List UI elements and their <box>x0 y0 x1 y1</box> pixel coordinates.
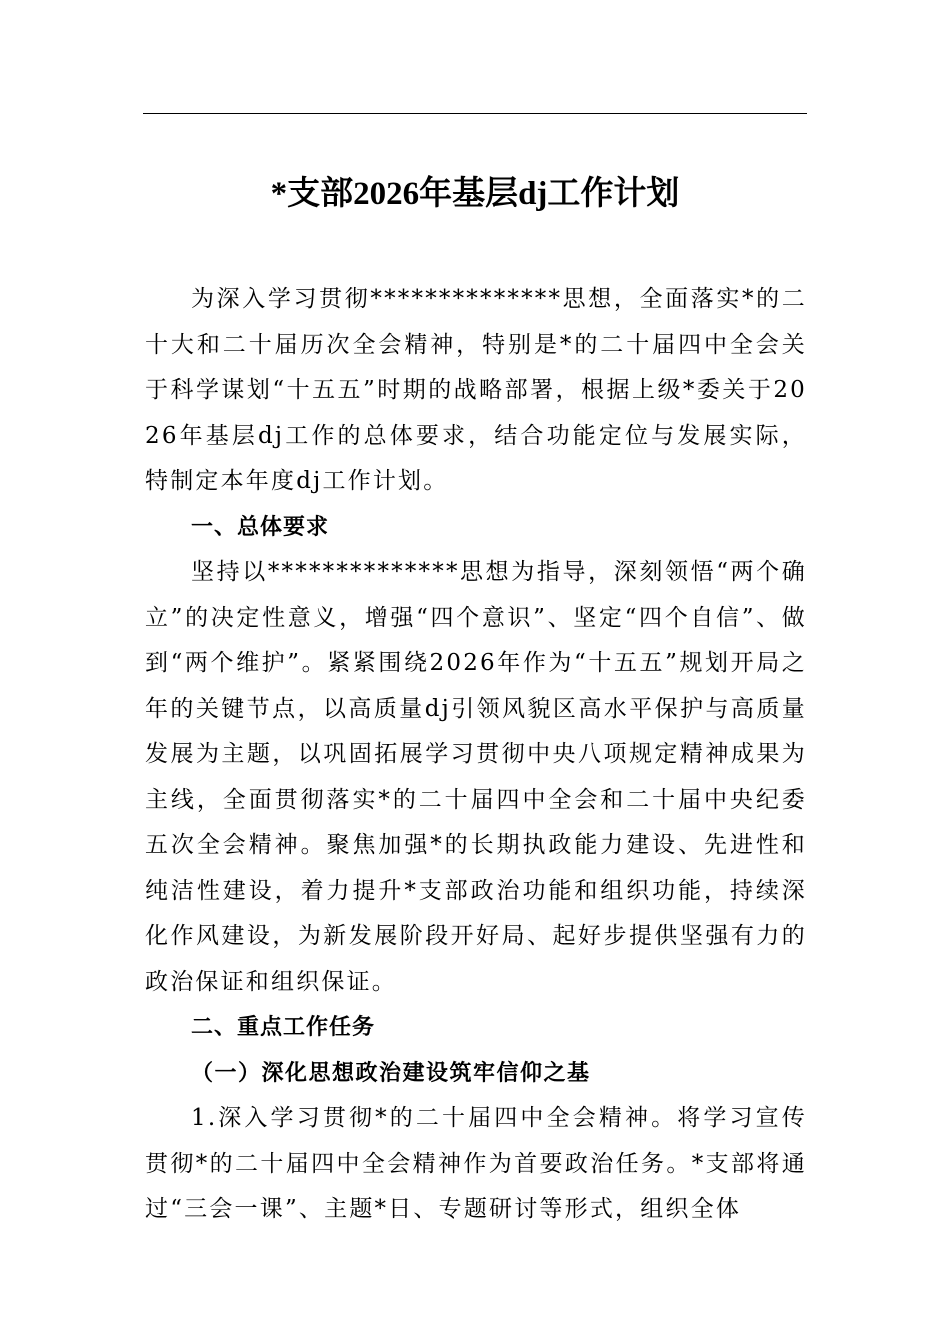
document-body <box>145 277 807 1233</box>
section-heading-key-tasks: 二、重点工作任务 <box>191 1015 376 1040</box>
subsection-heading-ideological-building: （一）深化思想政治建设筑牢信仰之基 <box>191 1059 591 1086</box>
task-item-1-paragraph: 1.深入学习贯彻*的二十届四中全会精神。将学习宣传贯彻*的二十届四中全会精神作为首要政治任务。*支部将通过“三会一课”、主题*日、专题研讨等形式，组织全体 <box>145 1105 807 1222</box>
intro-paragraph: 为深入学习贯彻**************思想，全面落实*的二十大和二十届历次全会精神，特别是*的二十届四中全会关于科学谋划“十五五”时期的战略部署，根据上级*委关于2026年基层dj工作的总体要求，结合功能定位与发展实际，特制定本年度dj工作计划。 <box>145 286 807 494</box>
general-requirements-paragraph: 坚持以**************思想为指导，深刻领悟“两个确立”的决定性意义，增强“四个意识”、坚定“四个自信”、做到“两个维护”。紧紧围绕2026年作为“十五五”规划开局之年的关键节点，以高质量dj引领风貌区高水平保护与高质量发展为主题，以巩固拓展学习贯彻中央八项规定精神成果为主线，全面贯彻落实*的二十届四中全会和二十届中央纪委五次全会精神。聚焦加强*的长期执政能力建设、先进性和纯洁性建设，着力提升*支部政治功能和组织功能，持续深化作风建设，为新发展阶段开好局、起好步提供坚强有力的政治保证和组织保证。 <box>145 559 807 995</box>
document-title: *支部2026年基层dj工作计划 <box>270 176 680 212</box>
section-heading-general-requirements: 一、总体要求 <box>191 514 330 540</box>
header-rule <box>143 113 807 114</box>
